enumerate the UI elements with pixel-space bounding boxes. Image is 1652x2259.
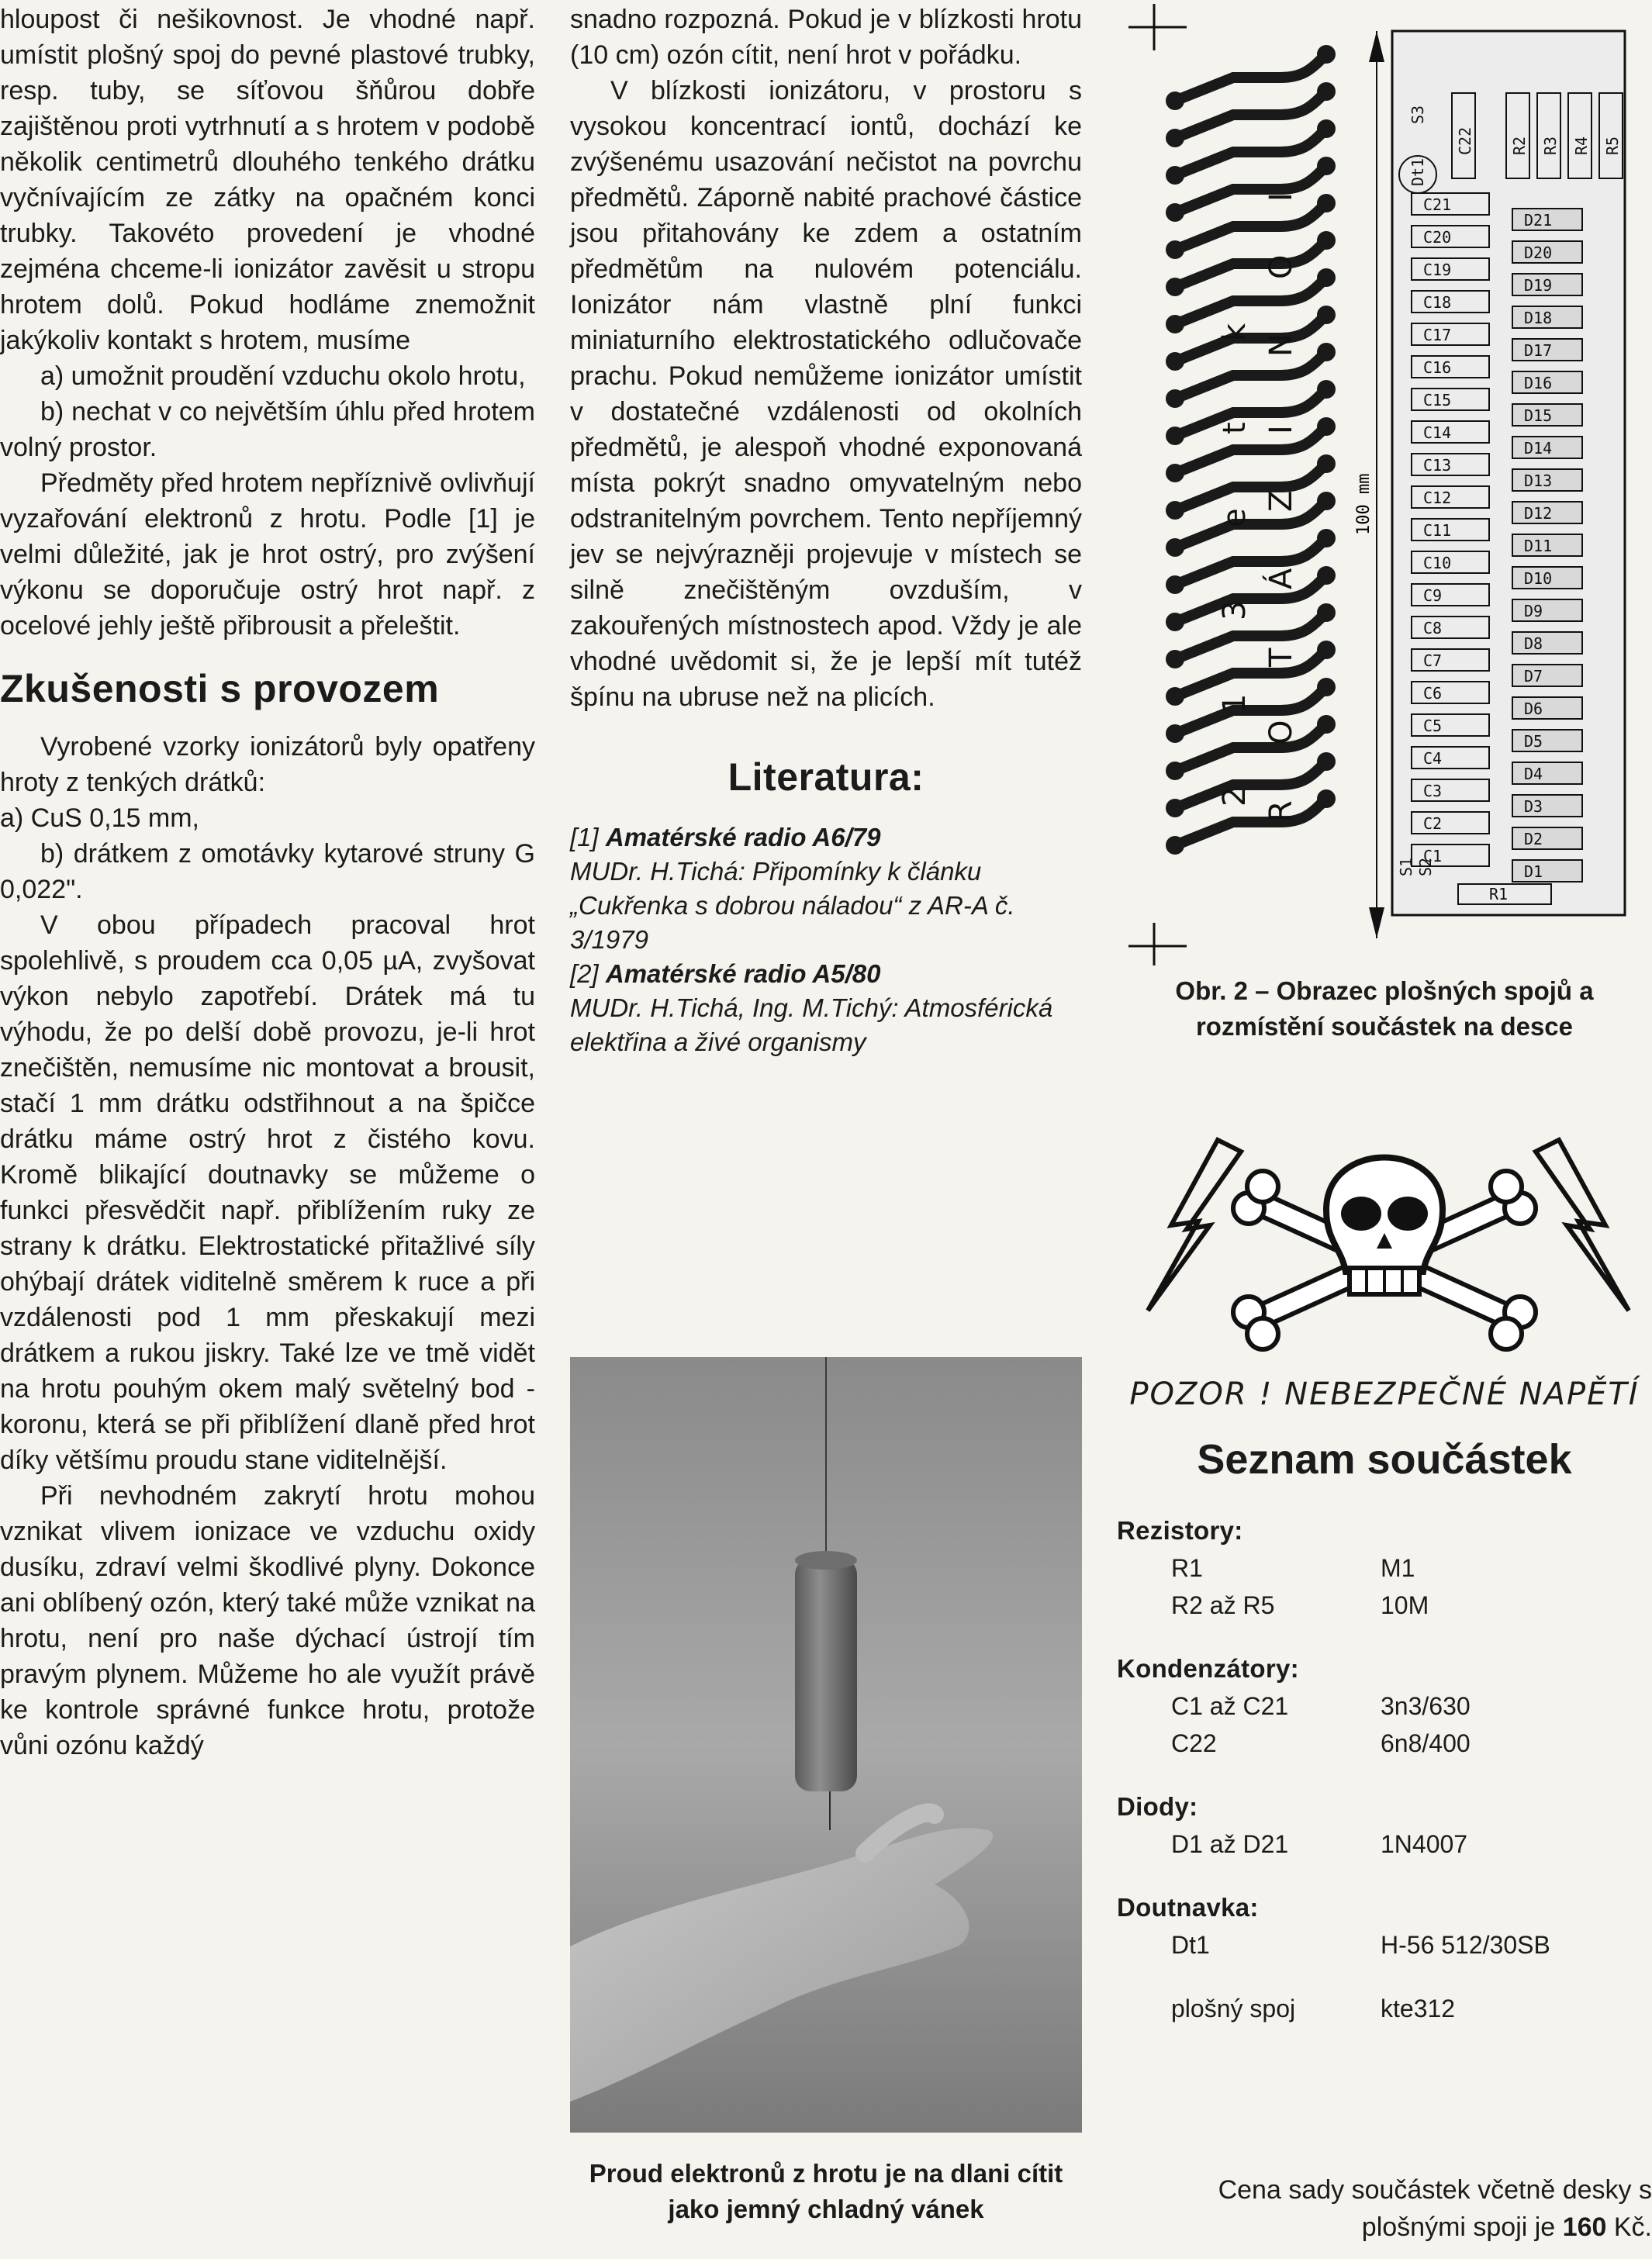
- pcb-pad: [1166, 389, 1184, 408]
- pcb-capacitor-label: C11: [1423, 521, 1452, 540]
- part-designator: D1 až D21: [1171, 1830, 1289, 1858]
- pcb-diode: [1512, 795, 1582, 817]
- pcb-label: N: [1263, 333, 1299, 357]
- pcb-diode-label: D15: [1524, 406, 1553, 425]
- reference-1-title: [1] Amatérské radio A6/79: [570, 823, 881, 851]
- pcb-label: I: [1263, 192, 1299, 202]
- part-value: M1: [1381, 1554, 1415, 1582]
- pcb-capacitor-label: C10: [1423, 554, 1452, 572]
- pcb-diode: [1512, 730, 1582, 751]
- pcb-diode-label: D11: [1524, 537, 1553, 555]
- pcb-capacitor-label: C20: [1423, 228, 1452, 247]
- part-value: 3n3/630: [1381, 1692, 1471, 1720]
- pcb-capacitor-label: C12: [1423, 489, 1452, 507]
- pcb-pad: [1317, 231, 1336, 250]
- reference-2-title: [2] Amatérské radio A5/80: [570, 959, 881, 988]
- pcb-trace: [1175, 92, 1326, 138]
- pcb-pad: [1166, 575, 1184, 594]
- parts-group: [1117, 1650, 1652, 1762]
- pcb-pad: [1166, 836, 1184, 855]
- pcb-label: t: [1217, 422, 1253, 434]
- pcb-resistor-label: R1: [1489, 885, 1509, 903]
- pcb-pad: [1166, 203, 1184, 222]
- literature-heading: Literatura:: [728, 755, 924, 799]
- skull-crossbones-icon: [1125, 1109, 1644, 1380]
- section-heading: Zkušenosti s provozem: [0, 667, 440, 710]
- pcb-trace: [1175, 129, 1326, 175]
- pcb-label: 1: [1217, 693, 1253, 713]
- list-item: a) umožnit proudění vzduchu okolo hrotu,: [40, 361, 526, 391]
- pcb-label: 3: [1217, 600, 1253, 620]
- pcb-capacitor-label: C3: [1423, 782, 1443, 800]
- pcb-capacitor-label: C18: [1423, 293, 1452, 312]
- pcb-diode-label: D21: [1524, 211, 1553, 230]
- pcb-pad: [1166, 762, 1184, 780]
- pcb-trace: [1175, 352, 1326, 399]
- photo-caption: Proud elektronů z hrotu je na dlani cítit jako jemný chladný vánek: [589, 2159, 1063, 2223]
- pcb-capacitor-label: C19: [1423, 261, 1452, 279]
- price-value: 160: [1562, 2212, 1607, 2242]
- list-item: b) nechat v co největším úhlu před hrotem volný prostor.: [0, 397, 535, 462]
- pcb-pad: [1317, 492, 1336, 510]
- pcb-diode-label: D14: [1524, 439, 1553, 458]
- pcb-trace: [1175, 54, 1326, 101]
- pcb-component-label: R5: [1603, 136, 1622, 155]
- pcb-diode-label: D10: [1524, 569, 1553, 588]
- paragraph: snadno rozpozná. Pokud je v blízkosti hrotu (10 cm) ozón cítit, není hrot v pořádku.: [570, 5, 1082, 70]
- pcb-label: R: [1263, 800, 1299, 822]
- pcb-pad: [1166, 538, 1184, 557]
- paragraph: Při nevhodném zakrytí hrotu mohou vznikat vlivem ionizace ve vzduchu oxidy dusíku, zdraví velmi škodlivé plyny. Dokonce ani oblíbený ozón, který také může vznikat na hrotu, není pro naše dýchací ústrojí tím pravým plynem. Můžeme ho ale využít právě ke kontrole správné funkce hrotu, protože vůni ozónu každý: [0, 1481, 535, 1760]
- pcb-capacitor-label: C13: [1423, 456, 1452, 475]
- pcb-misc-label: S1: [1397, 857, 1415, 876]
- pcb-capacitor-label: C14: [1423, 423, 1452, 442]
- pcb-capacitor-label: C9: [1423, 586, 1443, 605]
- pcb-misc-label: S2: [1416, 857, 1435, 876]
- pcb-capacitor-label: C7: [1423, 651, 1443, 670]
- paragraph: Vyrobené vzorky ionizátorů byly opatřeny hroty z tenkých drátků:: [0, 732, 535, 797]
- pcb-trace: [1175, 538, 1326, 585]
- pcb-diode-label: D19: [1524, 276, 1553, 295]
- column-1: [0, 0, 535, 1763]
- pcb-label: e: [1217, 508, 1253, 527]
- pcb-component-label: R3: [1541, 136, 1560, 155]
- pcb-diode-label: D16: [1524, 374, 1553, 392]
- pcb-diode-label: D20: [1524, 244, 1553, 262]
- pcb-pad: [1317, 119, 1336, 138]
- column-3: [1117, 0, 1652, 2259]
- pcb-label: I: [1263, 425, 1299, 434]
- pcb-pad: [1317, 268, 1336, 287]
- parts-group: [1117, 1512, 1652, 1624]
- parts-row: [1117, 1725, 1652, 1762]
- pcb-trace: [1175, 203, 1326, 250]
- parts-group-title: Kondenzátory:: [1117, 1654, 1299, 1683]
- pcb-component-label: R2: [1510, 136, 1529, 155]
- pcb-capacitor-label: C4: [1423, 749, 1443, 768]
- pcb-pad: [1166, 501, 1184, 520]
- pcb-capacitor-label: C8: [1423, 619, 1443, 637]
- pcb-pad: [1317, 566, 1336, 585]
- pcb-capacitor-label: C1: [1423, 847, 1443, 865]
- pcb-diode-label: D18: [1524, 309, 1553, 327]
- pcb-pad: [1317, 157, 1336, 175]
- pcb-pad: [1317, 752, 1336, 771]
- parts-row: [1117, 1587, 1652, 1624]
- pcb-label: 2: [1217, 786, 1253, 807]
- pcb-pad: [1166, 166, 1184, 185]
- part-designator: C1 až C21: [1171, 1692, 1289, 1720]
- pcb-diode-label: D1: [1524, 862, 1543, 881]
- pcb-pad: [1317, 45, 1336, 64]
- parts-group-title: Diody:: [1117, 1792, 1198, 1821]
- pcb-label: T: [1263, 648, 1299, 667]
- pcb-component-label: C22: [1456, 126, 1474, 155]
- price-note: Cena sady součástek včetně desky s plošnými spoji je 160 Kč.: [1218, 2175, 1652, 2242]
- pcb-pad: [1166, 799, 1184, 817]
- parts-list: [1117, 1435, 1652, 2027]
- pcb-pad: [1166, 352, 1184, 371]
- pcb-layout-figure: [1117, 0, 1652, 969]
- pcb-capacitor-label: C17: [1423, 326, 1452, 344]
- pcb-pad: [1317, 343, 1336, 361]
- pcb-diode-label: D8: [1524, 634, 1543, 653]
- pcb-diode-label: D13: [1524, 471, 1553, 490]
- column-2: [570, 0, 1082, 2223]
- pcb-dimension: 100 mm: [1354, 473, 1374, 535]
- parts-group-title: Rezistory:: [1117, 1516, 1243, 1545]
- references: [570, 820, 1082, 1059]
- pcb-capacitor-label: C5: [1423, 717, 1443, 735]
- pcb-pad: [1166, 92, 1184, 110]
- list-item: b) drátkem z omotávky kytarové struny G 0,022".: [0, 839, 535, 904]
- pcb-trace: [1175, 278, 1326, 324]
- pcb-pad: [1317, 789, 1336, 808]
- pcb-trace: [1175, 240, 1326, 287]
- pcb-pad: [1317, 417, 1336, 436]
- parts-heading: Seznam součástek: [1197, 1436, 1572, 1483]
- pcb-trace: [1175, 724, 1326, 771]
- pcb-diode-label: D4: [1524, 765, 1543, 783]
- pcb-diode-label: D17: [1524, 341, 1553, 360]
- pcb-pad: [1317, 306, 1336, 324]
- pcb-diode-label: D12: [1524, 504, 1553, 523]
- part-value: H-56 512/30SB: [1381, 1931, 1550, 1959]
- pcb-capacitor-label: C21: [1423, 195, 1452, 214]
- pcb-pad: [1166, 427, 1184, 445]
- part-designator: Dt1: [1171, 1931, 1210, 1959]
- pcb-diode-label: D7: [1524, 667, 1543, 686]
- pcb-pad: [1317, 194, 1336, 212]
- pcb-pad: [1317, 715, 1336, 734]
- pcb-pad: [1166, 650, 1184, 668]
- pcb-diode: [1512, 762, 1582, 784]
- pcb-pad: [1166, 687, 1184, 706]
- pcb-trace: [1175, 166, 1326, 212]
- pcb-misc-label: S3: [1408, 105, 1427, 124]
- pcb-diode: [1512, 860, 1582, 882]
- pcb-label: Z: [1263, 490, 1299, 512]
- pcb-pad: [1317, 678, 1336, 696]
- pcb-trace: [1175, 464, 1326, 510]
- pcb-pad: [1317, 603, 1336, 622]
- parts-row: [1117, 1549, 1652, 1587]
- parts-group: [1117, 1788, 1652, 1863]
- pcb-diode-label: D2: [1524, 830, 1543, 848]
- reference-2-text: MUDr. H.Tichá, Ing. M.Tichý: Atmosférická elektřina a živé organismy: [570, 993, 1053, 1056]
- parts-row: [1117, 1687, 1652, 1725]
- pcb-pad: [1317, 529, 1336, 547]
- pcb-diode: [1512, 632, 1582, 654]
- pcb-component-label: R4: [1572, 136, 1591, 155]
- part-designator: R1: [1171, 1554, 1203, 1582]
- pcb-diode: [1512, 697, 1582, 719]
- danger-warning-text: POZOR ! NEBEZPEČNÉ NAPĚTÍ: [1129, 1376, 1640, 1412]
- paragraph: V blízkosti ionizátoru, v prostoru s vysokou koncentrací iontů, dochází ke zvýšenému usazování nečistot na povrchu předmětů. Záporně nabité prachové částice jsou přitahovány ke zdem a ostatním předmětům na nulovém potenciálu. Ionizátor nám vlastně plní funkci miniaturního elektrostatického odlučovače prachu. Pokud nemůžeme ionizátor umístit v dostatečné vzdálenosti od okolních předmětů, je alespoň vhodné exponovaná místa pokrýt snadno omyvatelným nebo odstranitelným povrchem. Tento nepříjemný jev se nejvýrazněji projevuje v místech se silně znečištěným ovzduším, v zakouřených místnostech apod. Vždy je ale vhodné uvědomit si, že je lepší mít tutéž špínu na ubruse než na plicích.: [570, 76, 1082, 712]
- figure-caption: Obr. 2 – Obrazec plošných spojů a rozmístění součástek na desce: [1175, 976, 1594, 1041]
- list-item: a) CuS 0,15 mm,: [0, 803, 199, 833]
- pcb-capacitor-label: C6: [1423, 684, 1443, 703]
- parts-group-title: Doutnavka:: [1117, 1893, 1259, 1922]
- pcb-pad: [1166, 315, 1184, 333]
- part-value: 1N4007: [1381, 1830, 1468, 1858]
- pcb-misc-label: Dt1: [1408, 157, 1427, 186]
- hand-photo: [570, 1357, 1082, 2133]
- pcb-diode: [1512, 599, 1582, 621]
- paragraph: Předměty před hrotem nepříznivě ovlivňují vyzařování elektronů z hrotu. Podle [1] je velmi důležité, jak je hrot ostrý, pro zvýšení výkonu se doporučuje ostrý hrot např. z ocelové jehly ještě přibrousit a přeleštit.: [0, 468, 535, 641]
- reference-1-text: MUDr. H.Tichá: Připomínky k článku „Cukřenka s dobrou náladou“ z AR-A č. 3/1979: [570, 857, 1015, 954]
- pcb-pad: [1317, 380, 1336, 399]
- paragraph: hloupost či nešikovnost. Je vhodné např. umístit plošný spoj do pevné plastové trubky, resp. tuby, se síťovou šňůrou dobře zajištěnou proti vytrhnutí a s hrotem v podobě několik centimetrů dlouhého tenkého drátku vyčnívajícím ze zátky na opačném konci trubky. Takovéto provedení je vhodné zejména chceme-li ionizátor zavěsit u stropu hrotem dolů. Pokud hodláme znemožnit jakýkoliv kontakt s hrotem, musíme: [0, 5, 535, 355]
- pcb-pad: [1166, 129, 1184, 147]
- part-value: 6n8/400: [1381, 1729, 1471, 1757]
- pcb-label: O: [1263, 720, 1299, 744]
- part-designator: R2 až R5: [1171, 1591, 1275, 1619]
- parts-row: [1117, 1926, 1652, 1964]
- pcb-pad: [1166, 724, 1184, 743]
- parts-group: [1117, 1889, 1652, 1964]
- pcb-label: Á: [1263, 568, 1299, 589]
- pcb-diode-label: D5: [1524, 732, 1543, 751]
- pcb-capacitor-label: C2: [1423, 814, 1443, 833]
- pcb-label: O: [1263, 254, 1299, 279]
- pcb-row: plošný spoj kte312: [1171, 1995, 1456, 2022]
- pcb-pad: [1317, 454, 1336, 473]
- pcb-diode: [1512, 827, 1582, 849]
- pcb-pad: [1166, 464, 1184, 482]
- pcb-diode-label: D6: [1524, 699, 1543, 718]
- pcb-pad: [1317, 641, 1336, 659]
- part-value: 10M: [1381, 1591, 1429, 1619]
- part-designator: C22: [1171, 1729, 1217, 1757]
- pcb-diode-label: D3: [1524, 797, 1543, 816]
- pcb-capacitor-label: C15: [1423, 391, 1452, 409]
- pcb-diode: [1512, 665, 1582, 686]
- pcb-pad: [1317, 82, 1336, 101]
- pcb-capacitor-label: C16: [1423, 358, 1452, 377]
- parts-row: [1117, 1826, 1652, 1863]
- pcb-pad: [1166, 278, 1184, 296]
- pcb-pad: [1166, 613, 1184, 631]
- pcb-label: k: [1217, 323, 1253, 341]
- paragraph: V obou případech pracoval hrot spolehlivě, s proudem cca 0,05 µA, zvyšovat výkon nebylo zapotřebí. Drátek má tu výhodu, že po delší době provozu, je-li hrot znečištěn, nemusíme nic montovat a brousit, stačí 1 mm drátku odstřihnout a na špičce drátku máme ostrý hrot z čistého kovu. Kromě blikající doutnavky se můžeme o funkci přesvědčit např. přiblížením ruky ze strany k drátku. Elektrostatické přitažlivé síly ohýbají drátek viditelně směrem k ruce a při vzdálenosti pod 1 mm přeskakují mezi drátkem a rukou jiskry. Také lze ve tmě vidět na hrotu pouhým okem malý světelný bod - koronu, která se při přiblížení dlaně před hrot díky většímu proudu stane viditelnější.: [0, 910, 535, 1475]
- pcb-pad: [1166, 240, 1184, 259]
- pcb-diode-label: D9: [1524, 602, 1543, 620]
- pcb-trace: [1175, 650, 1326, 696]
